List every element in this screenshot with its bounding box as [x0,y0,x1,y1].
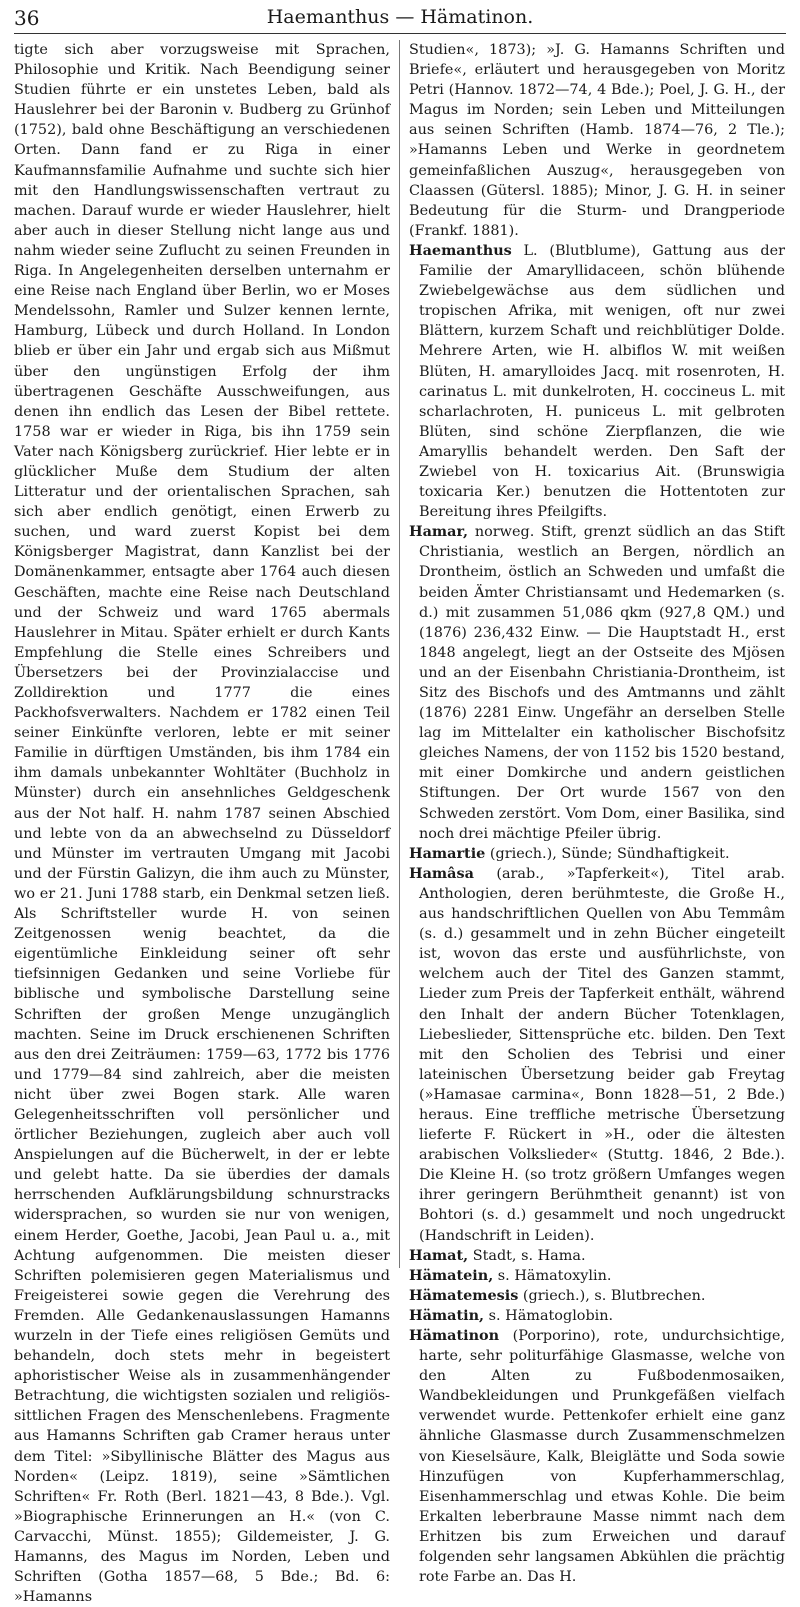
entry-hamar [409,522,785,844]
entry-text: (griech.), s. Blutbrechen. [522,1287,706,1304]
page-number: 36 [14,6,40,30]
entry-headword: Hamar, [409,523,469,541]
entry-headword: Hämatin, [409,1306,485,1324]
entry-text: norweg. Stift, grenzt südlich an das Stift Christiania, westlich an Bergen, nördlich an Drontheim, östlich an Schweden und umfaßt die beiden Ämter Christiansamt und Hedemarken (s. d.) mit zusammen 51,086 qkm (927,8 QM.) und (1876) 236,432 Einw. — Die Hauptstadt H., erst 1848 angelegt, liegt an der Ostseite des Mjösen und an der Eisenbahn Christiania-Drontheim, ist Sitz des Bischofs und des Amtmanns und zählt (1876) 2281 Einw. Ungefähr an derselben Stelle lag im Mittelalter ein katholischer Bischofsitz gleiches Namens, der von 1152 bis 1520 bestand, mit einer Domkirche und andern geistlichen Stiftungen. Der Ort wurde 1567 von den Schweden zerstört. Vom Dom, einer Basilika, sind noch drei mächtige Pfeiler übrig. [419,524,786,842]
hamann-bibliography-continuation: Studien«, 1873); »J. G. Hamanns Schriften und Briefe«, erläutert und herausgegeben von Moritz Petri (Hannov. 1872—74, 4 Bde.); Poel, J. G. H., der Magus im Norden; sein Leben und Mitteilungen aus seinen Schriften (Hamb. 1874—76, 2 Tle.); »Hamanns Leben und Werke in geordnetem gemeinfaßlichen Auszug«, herausgegeben von Claassen (Gütersl. 1885); Minor, J. G. H. in seiner Bedeutung für die Sturm- und Drangperiode (Frankf. 1881). [409,42,785,239]
entry-headword: Hamartie [409,844,486,862]
entry-headword: Hamat, [409,1246,469,1264]
entry-hamatein [409,1266,785,1286]
entry-text: L. (Blutblume), Gattung aus der Familie der Amaryllidaceen, schön blühende Zwiebelgewächse aus dem südlichen und tropischen Afrika, mit wenigen, oft nur zwei Blättern, kurzem Schaft und reichblütiger Dolde. Mehrere Arten, wie H. albiflos W. mit weißen Blüten, H. amarylloides Jacq. mit rosenroten, H. carinatus L. mit dunkelroten, H. coccineus L. mit scharlachroten, H. puniceus L. mit gelbroten Blüten, sind schöne Zierpflanzen, die wie Amaryllis behandelt werden. Den Saft der Zwiebel von H. toxicarius Ait. (Brunswigia toxicaria Ker.) benutzen die Hottentoten zur Bereitung ihres Pfeilgifts. [419,242,785,521]
entry-headword: Haemanthus [409,241,512,259]
entry-hamasa [409,864,785,1246]
hamann-article-continuation: tigte sich aber vorzugsweise mit Sprachen, Philosophie und Kritik. Nach Beendigung seiner Studien führte er ein unstetes Leben, bald als Hauslehrer bei der Baronin v. Budberg zu Grünhof (1752), bald ohne Beschäftigung an verschiedenen Orten. Dann fand er zu Riga in einer Kaufmannsfamilie Aufnahme und suchte sich hier mit den Handlungswissenschaften vertraut zu machen. Darauf wurde er wieder Hauslehrer, hielt aber auch in dieser Stellung nicht lange aus und nahm wieder seine Zuflucht zu seinen Freunden in Riga. In Angelegenheiten derselben unternahm er eine Reise nach England über Berlin, wo er Moses Mendelssohn, Ramler und Sulzer kennen lernte, Hamburg, Lübeck und durch Holland. In London blieb er über ein Jahr und ergab sich aus Mißmut über den ungünstigen Erfolg der ihm übertragenen Geschäfte Ausschweifungen, aus denen ihn endlich das Lesen der Bibel rettete. 1758 war er wieder in Riga, bis ihn 1759 sein Vater nach Königsberg zurückrief. Hier lebte er in glücklicher Muße dem Studium der alten Litteratur und der orientalischen Sprachen, sah sich aber endlich genötigt, einen Erwerb zu suchen, und ward zuerst Kopist bei dem Königsberger Magistrat, dann Kanzlist bei der Domänenkammer, entsagte aber 1764 auch diesen Geschäften, machte eine Reise nach Deutschland und der Schweiz und ward 1765 abermals Hauslehrer in Mitau. Später erhielt er durch Kants Empfehlung die Stelle eines Schreibers und Übersetzers bei der Provinzialaccise und Zolldirektion und 1777 die eines Packhofsverwalters. Nachdem er 1782 einen Teil seiner Einkünfte verloren, lebte er mit seiner Familie in dürftigen Umständen, bis ihm 1784 ein ihm damals unbekannter Wohltäter (Buchholz in Münster) durch ein ansehnliches Geldgeschenk aus der Not half. H. nahm 1787 seinen Abschied und lebte von da an abwechselnd zu Düsseldorf und Münster im vertrauten Umgang mit Jacobi und der Fürstin Galizyn, die ihm auch zu Münster, wo er 21. Juni 1788 starb, ein Denkmal setzen ließ. Als Schriftsteller wurde H. von seinen Zeitgenossen wenig beachtet, da die eigentümliche Einkleidung seiner oft sehr tiefsinnigen Gedanken und seine Vorliebe für biblische und symbolische Darstellung seine Schriften der großen Menge unzugänglich machten. Seine im Druck erschienenen Schriften aus den drei Zeiträumen: 1759—63, 1772 bis 1776 und 1779—84 sind zahlreich, aber die meisten nicht über zwei Bogen stark. Alle waren Gelegenheitsschriften voll persönlicher und örtlicher Beziehungen, zugleich aber auch voll Anspielungen auf die Bücherwelt, in der er lebte und gelebt hatte. Da sie überdies der damals herrschenden Aufklärungsbildung schnurstracks widersprachen, so wurden sie nur von wenigen, einem Herder, Goethe, Jacobi, Jean Paul u. a., mit Achtung aufgenommen. Die meisten dieser Schriften polemisieren gegen Materialismus und Freigeisterei sowie gegen die Verehrung des Fremden. Alle Gedankenauslassungen Hamanns wurzeln in der Tiefe eines religiösen Gemüts und behandeln, doch stets mehr in begeistert aphoristischer Weise als in zusammenhängender Betrachtung, die wichtigsten sozialen und religiös-sittlichen Fragen des Menschenlebens. Fragmente aus Hamanns Schriften gab Cramer heraus unter dem Titel: »Sibyllinische Blätter des Magus aus Norden« (Leipz. 1819), seine »Sämtlichen Schriften« Fr. Roth (Berl. 1821—43, 8 Bde.). Vgl. »Biographische Erinnerungen an H.« (von C. Carvacchi, Münst. 1855); Gildemeister, J. G. Hamanns, des Magus im Norden, Leben und Schriften (Gotha 1857—68, 5 Bde.; Bd. 6: »Hamanns [14,42,390,1606]
entry-text: (arab., »Tapferkeit«), Titel arab. Anthologien, deren berühmteste, die Große H., aus handschriftlichen Quellen von Abu Temmâm (s. d.) gesammelt und in zehn Bücher eingeteilt ist, wovon das erste und ausführlichste, von welchem auch der Titel des Ganzen stammt, Lieder zum Preis der Tapferkeit enthält, während den Inhalt der andern Bücher Totenklagen, Liebeslieder, Sittensprüche etc. bilden. Den Text mit den Scholien des Tebrisi und einer lateinischen Übersetzung beider gab Freytag (»Hamasae carmina«, Bonn 1828—51, 2 Bde.) heraus. Eine treffliche metrische Übersetzung lieferte F. Rückert in »H., oder die ältesten arabischen Volkslieder« (Stuttg. 1846, 2 Bde.). Die Kleine H. (so trotz größern Umfanges wegen ihrer geringern Berühmtheit genannt) ist von Bohtori (s. d.) gesammelt und noch ungedruckt (Handschrift in Leiden). [419,865,785,1244]
right-column [409,40,786,1586]
entry-headword: Hämatinon [409,1327,500,1344]
page-header [0,0,800,34]
entry-text: Stadt, s. Hama. [472,1247,586,1264]
entry-hamatin [409,1306,785,1326]
entry-text: (Porporino), rote, undurchsichtige, harte, sehr politurfähige Glasmasse, welche von den Alten zu Fußbodenmosaiken, Wandbekleidungen und Prunkgefäßen vielfach verwendet wurde. Pettenkofer erhielt eine ganz ähnliche Glasmasse durch Zusammenschmelzen von Kieselsäure, Kalk, Bleiglätte und Soda sowie Hinzufügen von Kupferhammerschlag, Eisenhammerschlag und etwas Kohle. Die beim Erkalten leberbraune Masse nimmt nach dem Erhitzen bis zum Erweichen und darauf folgenden sehr langsamen Abkühlen die prächtig rote Farbe an. Das H. [419,1328,785,1586]
entry-text: s. Hämatoxylin. [497,1267,612,1284]
column-divider [399,40,400,1268]
entry-haemanthus [409,241,785,522]
header-rule [14,33,786,34]
running-title: Haemanthus — Hämatinon. [266,6,534,28]
entry-hamartie [409,844,785,864]
entry-hamat [409,1246,785,1266]
entry-hamatinon [409,1326,785,1587]
left-column [14,40,390,1606]
entry-headword: Hämatemesis [409,1286,519,1304]
entry-text: s. Hämatoglobin. [488,1307,614,1324]
entry-headword: Hämatein, [409,1266,494,1284]
entry-headword: Hamâsa [409,864,474,882]
entry-text: (griech.), Sünde; Sündhaftigkeit. [489,845,730,862]
entry-hamatemesis [409,1286,785,1306]
